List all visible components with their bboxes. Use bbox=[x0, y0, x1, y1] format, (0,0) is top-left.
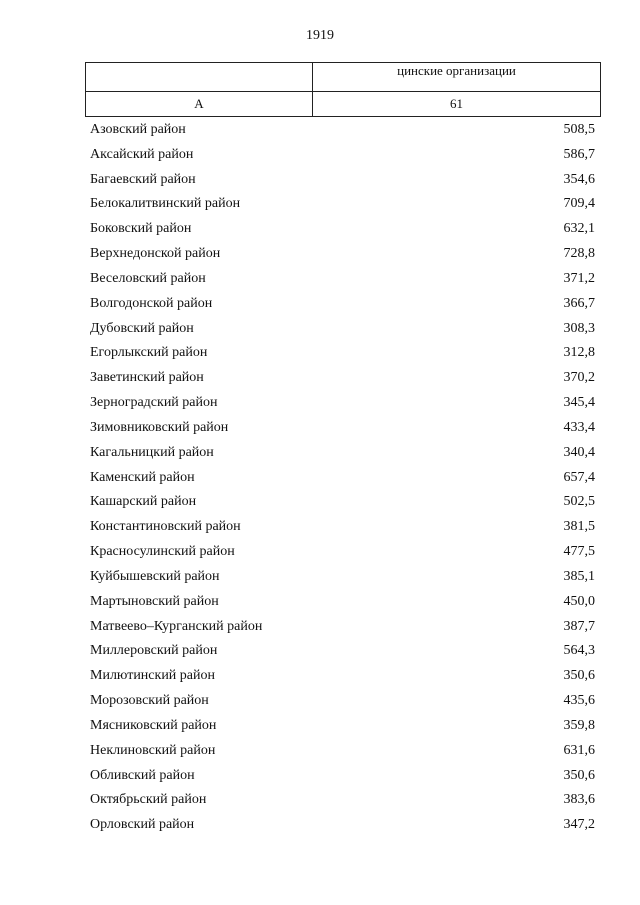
district-name: Константиновский район bbox=[90, 519, 241, 535]
district-value: 435,6 bbox=[563, 693, 595, 709]
district-list bbox=[90, 120, 595, 840]
table-row bbox=[90, 617, 595, 642]
table-row bbox=[90, 244, 595, 269]
district-value: 631,6 bbox=[563, 742, 595, 758]
table-row bbox=[90, 294, 595, 319]
table-row bbox=[90, 815, 595, 840]
table-row bbox=[90, 393, 595, 418]
district-value: 308,3 bbox=[563, 320, 595, 336]
district-value: 387,7 bbox=[563, 618, 595, 634]
district-name: Обливский район bbox=[90, 767, 195, 783]
header-title-row bbox=[86, 63, 601, 92]
district-value: 385,1 bbox=[563, 568, 595, 584]
header-col1-title bbox=[86, 63, 313, 92]
district-value: 312,8 bbox=[563, 345, 595, 361]
district-value: 350,6 bbox=[563, 767, 595, 783]
district-value: 450,0 bbox=[563, 593, 595, 609]
district-value: 359,8 bbox=[563, 717, 595, 733]
district-name: Верхнедонской район bbox=[90, 246, 221, 262]
district-name: Морозовский район bbox=[90, 693, 209, 709]
table-row bbox=[90, 716, 595, 741]
district-value: 502,5 bbox=[563, 494, 595, 510]
district-value: 586,7 bbox=[563, 146, 595, 162]
district-value: 383,6 bbox=[563, 792, 595, 808]
district-name: Миллеровский район bbox=[90, 643, 218, 659]
table-row bbox=[90, 592, 595, 617]
district-value: 433,4 bbox=[563, 419, 595, 435]
district-value: 728,8 bbox=[563, 246, 595, 262]
district-name: Кашарский район bbox=[90, 494, 197, 510]
table-row bbox=[90, 418, 595, 443]
table-row bbox=[90, 269, 595, 294]
district-name: Орловский район bbox=[90, 817, 195, 833]
district-name: Кагальницкий район bbox=[90, 444, 214, 460]
header-col2-title bbox=[313, 63, 601, 92]
district-value: 564,3 bbox=[563, 643, 595, 659]
table-row bbox=[90, 741, 595, 766]
table-row bbox=[90, 492, 595, 517]
table-row bbox=[90, 542, 595, 567]
district-name: Октябрьский район bbox=[90, 792, 207, 808]
district-value: 340,4 bbox=[563, 444, 595, 460]
district-name: Аксайский район bbox=[90, 146, 194, 162]
district-name: Белокалитвинский район bbox=[90, 196, 241, 212]
district-value: 371,2 bbox=[563, 270, 595, 286]
table-row bbox=[90, 170, 595, 195]
table-row bbox=[90, 691, 595, 716]
header-code-row bbox=[86, 92, 601, 117]
district-name: Зимовниковский район bbox=[90, 419, 229, 435]
district-value: 345,4 bbox=[563, 395, 595, 411]
table-row bbox=[90, 219, 595, 244]
header-col1-code: А bbox=[86, 92, 313, 117]
district-value: 350,6 bbox=[563, 668, 595, 684]
district-name: Егорлыкский район bbox=[90, 345, 208, 361]
district-name: Каменский район bbox=[90, 469, 195, 485]
table-row bbox=[90, 343, 595, 368]
page-number: 1919 bbox=[306, 28, 334, 43]
district-name: Боковский район bbox=[90, 221, 192, 237]
district-name: Зерноградский район bbox=[90, 395, 218, 411]
table-row bbox=[90, 368, 595, 393]
table-row bbox=[90, 766, 595, 791]
district-name: Волгодонской район bbox=[90, 295, 213, 311]
table-row bbox=[90, 194, 595, 219]
header-col2-code: 61 bbox=[313, 92, 601, 117]
table-row bbox=[90, 145, 595, 170]
district-value: 366,7 bbox=[563, 295, 595, 311]
table-row bbox=[90, 468, 595, 493]
district-name: Неклиновский район bbox=[90, 742, 216, 758]
header-col2-title-text: цинские организации bbox=[397, 63, 516, 78]
table-row bbox=[90, 641, 595, 666]
district-value: 347,2 bbox=[563, 817, 595, 833]
table-row bbox=[90, 666, 595, 691]
district-name: Мартыновский район bbox=[90, 593, 219, 609]
table-row bbox=[90, 319, 595, 344]
table-row bbox=[90, 120, 595, 145]
district-value: 632,1 bbox=[563, 221, 595, 237]
district-name: Азовский район bbox=[90, 122, 186, 137]
district-name: Веселовский район bbox=[90, 270, 206, 286]
district-value: 657,4 bbox=[563, 469, 595, 485]
district-value: 477,5 bbox=[563, 544, 595, 560]
table-row bbox=[90, 567, 595, 592]
district-value: 709,4 bbox=[563, 196, 595, 212]
district-value: 370,2 bbox=[563, 370, 595, 386]
table-row bbox=[90, 517, 595, 542]
district-value: 354,6 bbox=[563, 171, 595, 187]
district-name: Мясниковский район bbox=[90, 717, 217, 733]
district-value: 508,5 bbox=[563, 122, 595, 137]
district-name: Красносулинский район bbox=[90, 544, 235, 560]
district-name: Дубовский район bbox=[90, 320, 194, 336]
district-name: Заветинский район bbox=[90, 370, 204, 386]
district-name: Куйбышевский район bbox=[90, 568, 220, 584]
table-row bbox=[90, 790, 595, 815]
district-name: Матвеево–Курганский район bbox=[90, 618, 263, 634]
district-value: 381,5 bbox=[563, 519, 595, 535]
district-name: Багаевский район bbox=[90, 171, 196, 187]
district-name: Милютинский район bbox=[90, 668, 216, 684]
table-row bbox=[90, 443, 595, 468]
table-header bbox=[85, 62, 601, 117]
